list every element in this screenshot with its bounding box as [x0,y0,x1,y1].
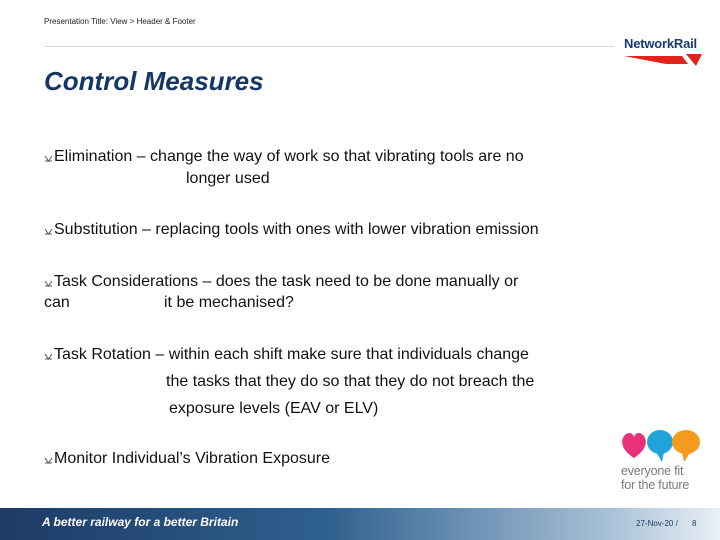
bullet-continuation: exposure levels (EAV or ELV) [169,400,379,417]
footer-tagline: A better railway for a better Britain [42,515,239,529]
footer-bar [0,508,720,540]
badge-line-1: everyone fit [621,464,684,478]
bullet-task-rotation [44,344,529,367]
bullet-text: Task Rotation – within each shift make sure that individuals change [54,346,529,363]
bullet-continuation: the tasks that they do so that they do not breach the [166,373,535,390]
network-rail-logo [618,28,706,72]
bullet-continuation: longer used [186,170,270,187]
bullet-elimination [44,146,524,169]
arrow-bullet-icon [44,346,53,355]
badge-line-2: for the future [621,478,690,492]
bullet-text: Monitor Individual’s Vibration Exposure [54,450,331,467]
bullet-continuation: can [44,294,70,311]
footer-date [636,519,678,528]
bullet-text: Substitution – replacing tools with ones with lower vibration emission [54,221,539,238]
bullet-text: Elimination – change the way of work so that vibrating tools are no [54,148,524,165]
header-note: Presentation Title: View > Header & Footer [44,17,196,26]
logo-swoosh-icon [624,52,704,68]
arrow-bullet-icon [44,450,53,459]
bullet-continuation: it be mechanised? [164,294,294,311]
bullet-monitor [44,448,330,471]
arrow-bullet-icon [44,273,53,282]
page-title: Control Measures [44,66,264,96]
everyone-fit-badge [620,428,712,498]
bullet-text: Task Considerations – does the task need to be done manually or [54,273,519,290]
speech-bubbles-icon [620,428,710,464]
header-rule [44,46,614,47]
bullet-task-considerations [44,271,518,294]
page-number: 8 [692,519,697,528]
arrow-bullet-icon [44,148,53,157]
footer-separator: / [675,519,678,528]
logo-text: NetworkRail [624,36,697,51]
arrow-bullet-icon [44,221,53,230]
bullet-substitution [44,219,539,242]
footer-date-text: 27-Nov-20 [636,519,674,528]
